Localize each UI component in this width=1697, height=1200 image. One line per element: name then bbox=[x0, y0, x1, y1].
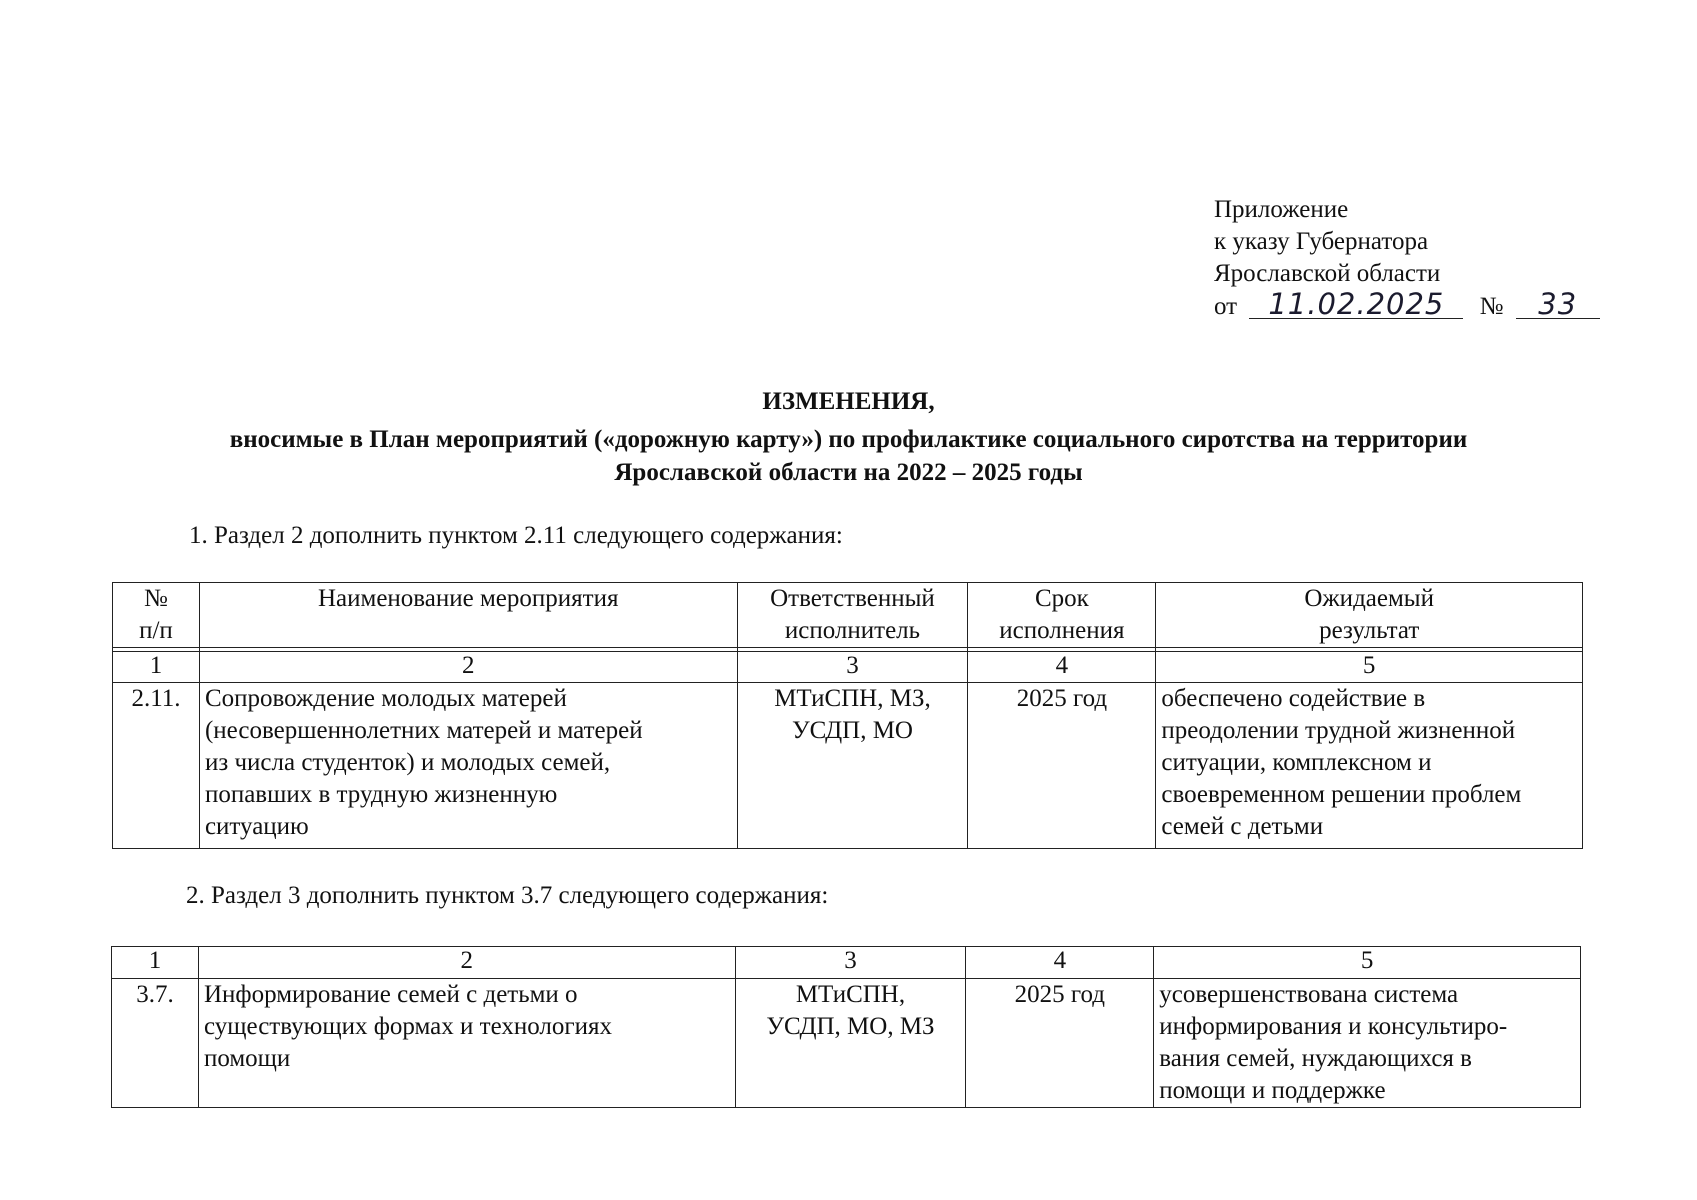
document-heading: ИЗМЕНЕНИЯ, bbox=[762, 388, 935, 415]
row-term: 2025 год bbox=[966, 979, 1154, 1108]
row-executor-line: УСДП, МО, МЗ bbox=[766, 1013, 935, 1040]
row-name-line: попавших в трудную жизненную bbox=[204, 781, 558, 808]
header-cell-name bbox=[199, 583, 737, 648]
row-name-line: существующих формах и технологиях bbox=[203, 1013, 613, 1040]
header-text: результат bbox=[1319, 617, 1420, 644]
section-2-text: 2. Раздел 3 дополнить пунктом 3.7 следующего содержания: bbox=[186, 882, 829, 909]
from-label: от bbox=[1214, 293, 1238, 320]
row-name-line: Сопровождение молодых матерей bbox=[204, 685, 567, 712]
appendix-date-number-line bbox=[1214, 287, 1600, 323]
header-cell-result bbox=[1156, 583, 1583, 648]
header-cell-number bbox=[113, 583, 200, 648]
row-result-line: своевременном решении проблем bbox=[1161, 781, 1522, 808]
table-row bbox=[112, 979, 1581, 1108]
column-number: 2 bbox=[199, 652, 737, 683]
header-cell-executor bbox=[737, 583, 968, 648]
row-number: 2.11. bbox=[113, 683, 200, 849]
column-number-row bbox=[112, 947, 1581, 979]
column-number: 4 bbox=[966, 947, 1154, 979]
number-label: № bbox=[1479, 293, 1504, 320]
column-number-row bbox=[113, 652, 1583, 683]
section-1-text: 1. Раздел 2 дополнить пунктом 2.11 следующего содержания: bbox=[189, 522, 843, 549]
row-name-line: Информирование семей с детьми о bbox=[203, 981, 578, 1008]
row-result bbox=[1154, 979, 1581, 1108]
column-number: 4 bbox=[968, 652, 1156, 683]
column-number: 5 bbox=[1156, 652, 1583, 683]
row-result-line: информирования и консультиро- bbox=[1159, 1013, 1508, 1040]
header-text: Наименование мероприятия bbox=[317, 585, 619, 612]
handwritten-number: 33 bbox=[1516, 290, 1600, 319]
appendix-block bbox=[1214, 194, 1600, 323]
row-result-line: семей с детьми bbox=[1161, 813, 1324, 840]
column-number: 1 bbox=[112, 947, 199, 979]
row-executor bbox=[737, 683, 968, 849]
header-cell-term bbox=[968, 583, 1156, 648]
row-result-line: усовершенствована система bbox=[1159, 981, 1459, 1008]
handwritten-date: 11.02.2025 bbox=[1249, 290, 1463, 319]
column-number: 5 bbox=[1154, 947, 1581, 979]
row-term: 2025 год bbox=[968, 683, 1156, 849]
table-row bbox=[113, 683, 1583, 849]
row-result bbox=[1156, 683, 1583, 849]
header-text: Срок bbox=[1034, 585, 1089, 612]
appendix-line-2: к указу Губернатора bbox=[1214, 228, 1429, 255]
header-text: п/п bbox=[139, 617, 173, 644]
header-text: исполнитель bbox=[784, 617, 921, 644]
row-name-line: (несовершеннолетних матерей и матерей bbox=[204, 717, 643, 744]
row-name-line: ситуацию bbox=[204, 813, 309, 840]
header-text: Ожидаемый bbox=[1304, 585, 1434, 612]
table-header-row bbox=[113, 583, 1583, 648]
row-executor bbox=[735, 979, 966, 1108]
row-result-line: вания семей, нуждающихся в bbox=[1159, 1045, 1472, 1072]
appendix-line-3: Ярославской области bbox=[1214, 260, 1441, 287]
row-number: 3.7. bbox=[112, 979, 199, 1108]
column-number: 3 bbox=[737, 652, 968, 683]
column-number: 2 bbox=[198, 947, 735, 979]
row-name-line: помощи bbox=[203, 1045, 291, 1072]
column-number: 1 bbox=[113, 652, 200, 683]
row-result-line: преодолении трудной жизненной bbox=[1161, 717, 1516, 744]
row-name bbox=[198, 979, 735, 1108]
row-result-line: обеспечено содействие в bbox=[1161, 685, 1426, 712]
row-result-line: помощи и поддержке bbox=[1159, 1077, 1386, 1104]
table-section-2-11 bbox=[112, 582, 1583, 849]
row-executor-line: МТиСПН, bbox=[795, 981, 906, 1008]
appendix-line-1: Приложение bbox=[1214, 196, 1349, 223]
document-subtitle-line-2: Ярославской области на 2022 – 2025 годы bbox=[614, 459, 1083, 486]
header-text: Ответственный bbox=[770, 585, 935, 612]
table-section-3-7 bbox=[111, 946, 1581, 1108]
row-name-line: из числа студенток) и молодых семей, bbox=[204, 749, 611, 776]
row-executor-line: МТиСПН, МЗ, bbox=[774, 685, 931, 712]
row-name bbox=[199, 683, 737, 849]
row-result-line: ситуации, комплексном и bbox=[1161, 749, 1432, 776]
document-subtitle-line-1: вносимые в План мероприятий («дорожную карту») по профилактике социального сиротства на территории bbox=[229, 426, 1468, 453]
column-number: 3 bbox=[735, 947, 966, 979]
row-executor-line: УСДП, МО bbox=[791, 717, 913, 744]
header-text: исполнения bbox=[999, 617, 1125, 644]
header-text: № bbox=[144, 585, 168, 612]
